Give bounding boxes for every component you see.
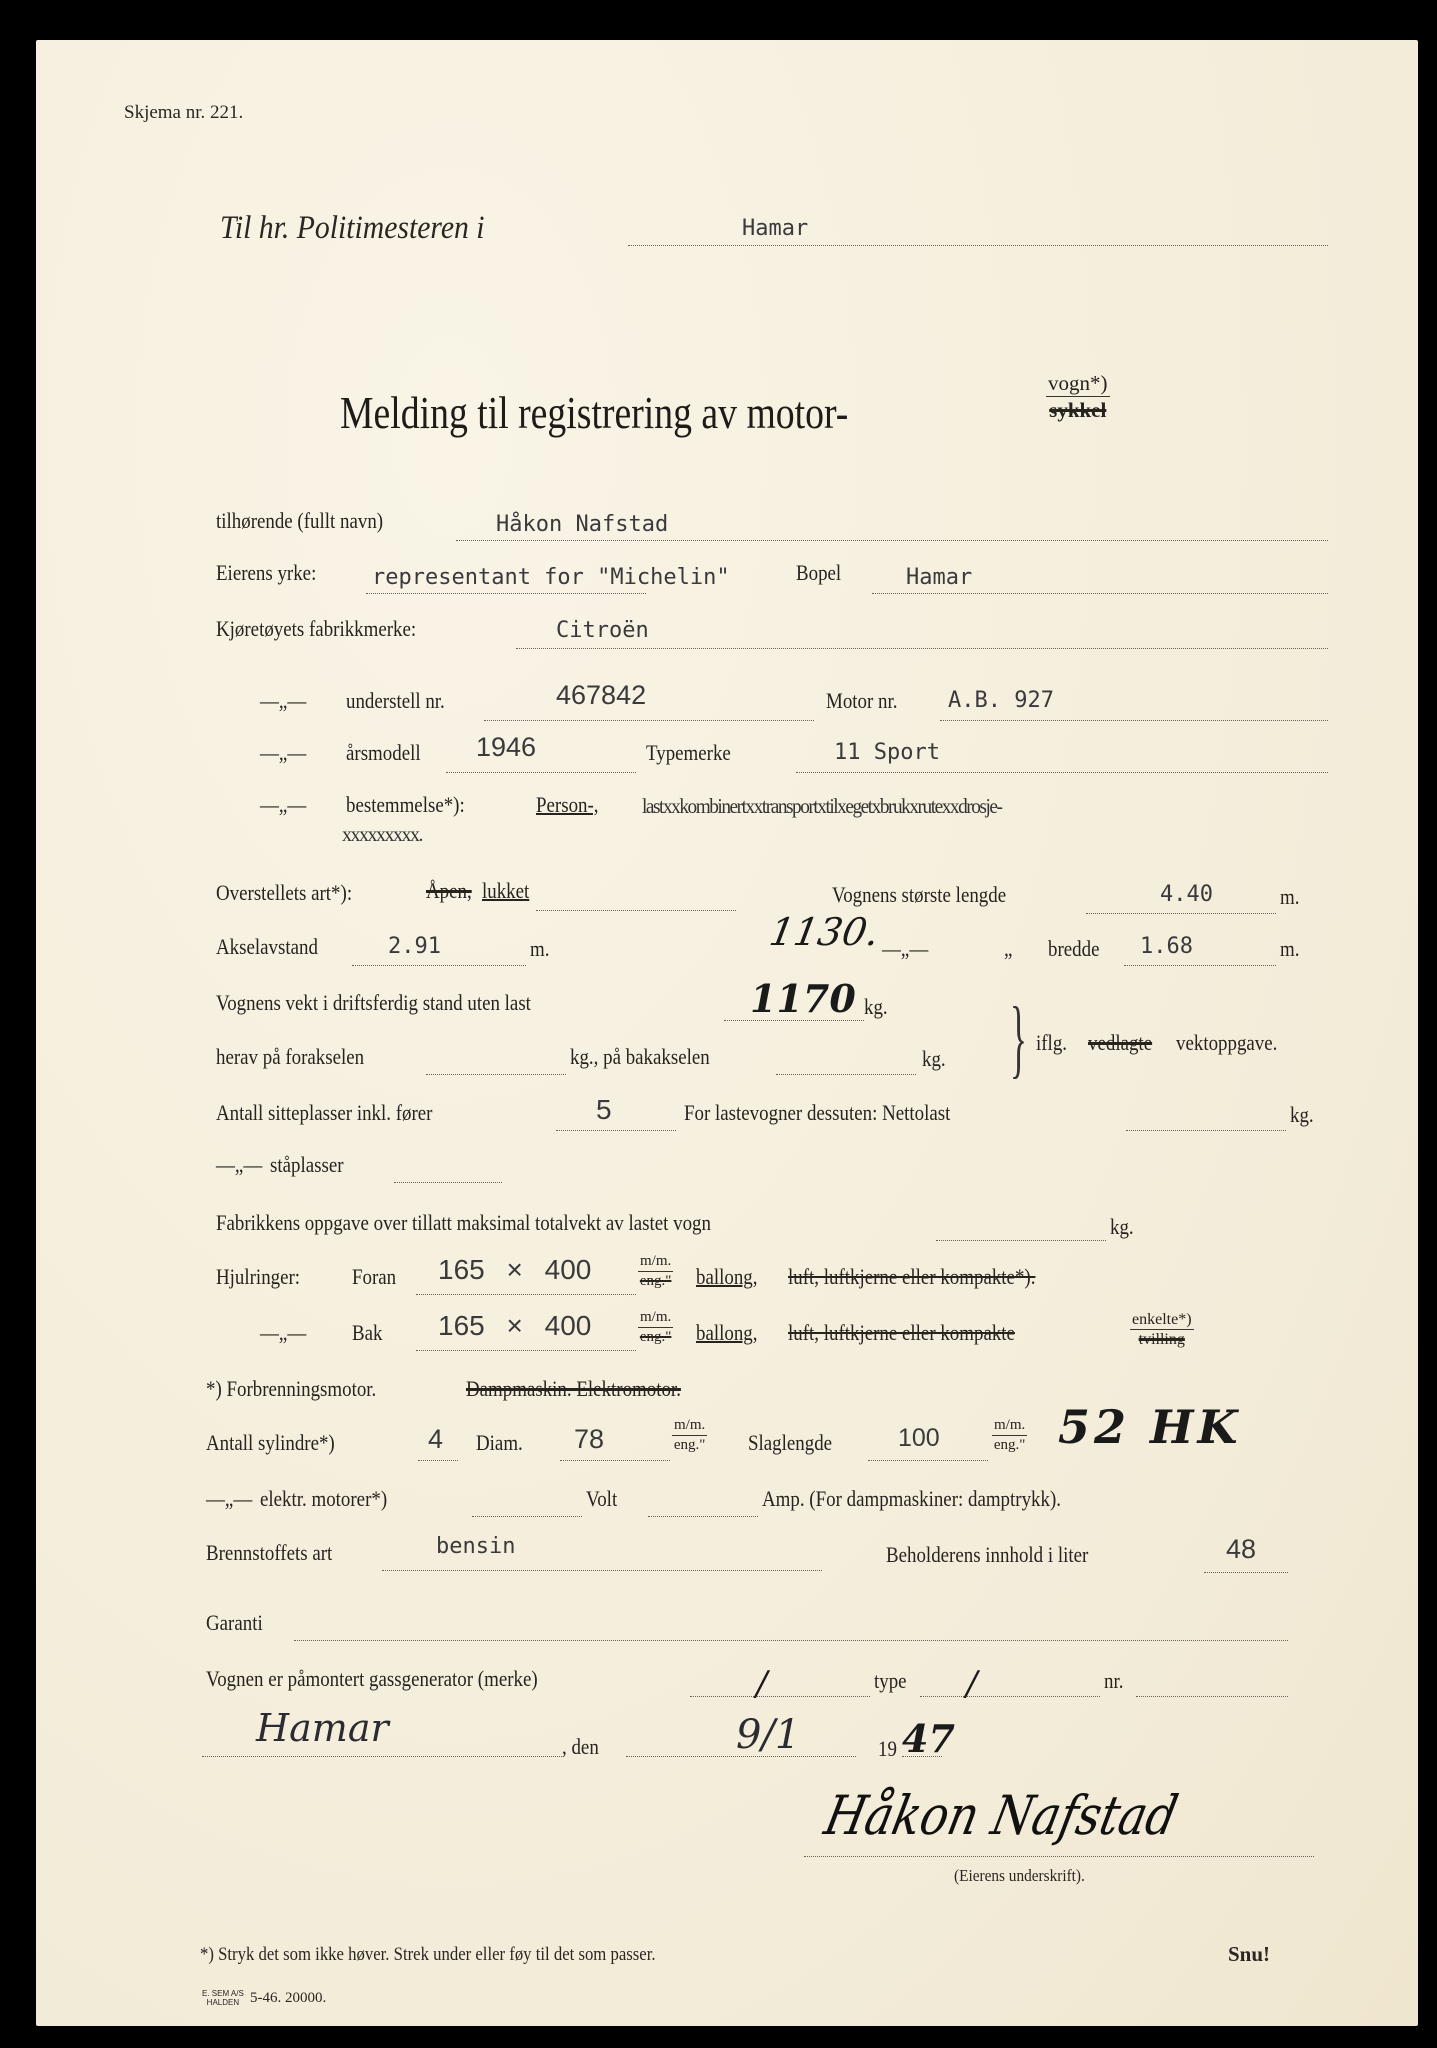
width-line xyxy=(1124,965,1276,966)
rear-config-enkelte: enkelte*) xyxy=(1132,1311,1192,1328)
gasgen-type-line xyxy=(920,1696,1100,1697)
tire-type-front-selected[interactable]: ballong, xyxy=(696,1264,758,1289)
tires-rear-field[interactable]: 165 × 400 xyxy=(438,1310,592,1341)
tires-front-unit xyxy=(638,1254,673,1289)
weight-source-struck: vedlagte xyxy=(1088,1030,1153,1055)
model-year-field[interactable]: 1946 xyxy=(476,732,537,762)
amp-label: Amp. (For dampmaskiner: damptrykk). xyxy=(762,1486,1061,1511)
tires-rear-ditto: —„— xyxy=(260,1320,307,1345)
signature-caption: (Eierens underskrift). xyxy=(954,1866,1085,1885)
wheelbase-unit: m. xyxy=(530,936,550,961)
date-field[interactable]: 9/1 xyxy=(736,1712,801,1758)
type-label: Typemerke xyxy=(646,740,731,765)
front-axle-label: herav på forakselen xyxy=(216,1044,365,1069)
gasgen-field[interactable]: / xyxy=(756,1664,768,1704)
wheelbase-line xyxy=(352,965,526,966)
cargo-label: For lastevogner dessuten: Nettolast xyxy=(684,1100,951,1125)
bore-unit xyxy=(672,1418,707,1453)
model-year-label: årsmodell xyxy=(346,740,421,765)
tire-type-front-struck: luft, luftkjerne eller kompakte*). xyxy=(788,1264,1036,1289)
max-weight-label: Fabrikkens oppgave over tillatt maksimal totalvekt av lastet vogn xyxy=(216,1210,711,1235)
model-ditto: —„— xyxy=(260,740,307,765)
year-prefix: 19 xyxy=(878,1736,897,1761)
fuel-field[interactable]: bensin xyxy=(436,1534,516,1559)
width-quote: „ xyxy=(1004,936,1013,961)
tires-front-field[interactable]: 165 × 400 xyxy=(438,1254,592,1285)
weight-field[interactable]: 1170 xyxy=(750,976,856,1021)
rear-axle-label: kg., på bakakselen xyxy=(570,1044,710,1069)
type-field[interactable]: 11 Sport xyxy=(834,740,940,765)
bore-label: Diam. xyxy=(476,1430,523,1455)
tire-type-rear-struck: luft, luftkjerne eller kompakte xyxy=(788,1320,1015,1345)
signature-field[interactable]: Håkon Nafstad xyxy=(819,1784,1183,1847)
cylinders-field[interactable]: 4 xyxy=(428,1424,444,1454)
cargo-line xyxy=(1126,1130,1286,1131)
tank-label: Beholderens innhold i liter xyxy=(886,1542,1089,1567)
weight-source-prefix: iflg. xyxy=(1036,1030,1068,1055)
print-info: 5-46. 20000. xyxy=(250,1990,327,2006)
cylinders-line xyxy=(418,1460,458,1461)
tires-label: Hjulringer: xyxy=(216,1264,301,1289)
body-label: Overstellets art*): xyxy=(216,880,353,905)
type-line xyxy=(796,772,1328,773)
wheelbase-label: Akselavstand xyxy=(216,934,318,959)
seats-line xyxy=(556,1130,676,1131)
rear-config-tvilling: tvilling xyxy=(1138,1331,1185,1348)
page-title: Melding til registrering av motor- xyxy=(340,387,849,438)
footnote: *) Stryk det som ikke høver. Strek under eller føy til det som passer. xyxy=(200,1944,656,1965)
brace: } xyxy=(1010,990,1027,1087)
tire-type-rear-selected[interactable]: ballong, xyxy=(696,1320,758,1345)
engine-line xyxy=(940,720,1328,721)
width-ditto: —„— xyxy=(882,936,929,961)
signature-line xyxy=(804,1856,1314,1857)
body-field[interactable]: lukket xyxy=(482,878,530,903)
weight-source-suffix: vektoppgave. xyxy=(1176,1030,1278,1055)
amp-line xyxy=(648,1516,758,1517)
title-option-sykkel: sykkel xyxy=(1049,398,1107,422)
unit-eng: eng." xyxy=(673,1437,706,1453)
engine-label: Motor nr. xyxy=(826,688,898,713)
tank-field[interactable]: 48 xyxy=(1226,1534,1257,1564)
residence-field[interactable]: Hamar xyxy=(906,565,973,590)
bore-line xyxy=(560,1460,670,1461)
tires-rear-label: Bak xyxy=(352,1320,383,1345)
chassis-ditto: —„— xyxy=(260,688,307,713)
cylinders-label: Antall sylindre*) xyxy=(206,1430,335,1455)
length-line xyxy=(1086,913,1276,914)
purpose-struck-line1: lastxxkombinertxxtransportxtilxegetxbrukxrutexxdrosje- xyxy=(642,794,1002,818)
standing-line xyxy=(394,1182,502,1183)
gasgen-nr-label: nr. xyxy=(1104,1668,1124,1693)
place-line xyxy=(202,1756,562,1757)
purpose-struck-line2: xxxxxxxxx. xyxy=(342,824,422,846)
fuel-label: Brennstoffets art xyxy=(206,1540,333,1565)
seats-label: Antall sitteplasser inkl. fører xyxy=(216,1100,433,1125)
body-line xyxy=(536,910,736,911)
make-field[interactable]: Citroën xyxy=(556,618,649,643)
engine-field[interactable]: A.B. 927 xyxy=(948,688,1054,713)
addressee-value[interactable]: Hamar xyxy=(742,216,809,241)
owner-line xyxy=(456,540,1328,541)
front-axle-line xyxy=(426,1074,566,1075)
rear-axle-line xyxy=(776,1074,916,1075)
unit-eng: eng." xyxy=(993,1437,1026,1453)
tires-rear-unit xyxy=(638,1310,673,1345)
electric-label: elektr. motorer*) xyxy=(260,1486,388,1511)
power-handwritten: 52 HK xyxy=(1058,1400,1242,1454)
purpose-selected[interactable]: Person-, xyxy=(536,792,599,817)
chassis-label: understell nr. xyxy=(346,688,445,713)
occupation-field[interactable]: representant for "Michelin" xyxy=(372,565,730,590)
warranty-label: Garanti xyxy=(206,1610,263,1635)
stroke-label: Slaglengde xyxy=(748,1430,833,1455)
printer-line1: E. SEM A/S xyxy=(202,1989,244,1998)
max-weight-unit: kg. xyxy=(1110,1214,1134,1239)
engine-type-struck: Dampmaskin. Elektromotor. xyxy=(466,1376,681,1401)
rear-config xyxy=(1130,1312,1194,1347)
owner-field[interactable]: Håkon Nafstad xyxy=(496,512,669,537)
gasgen-line xyxy=(690,1696,870,1697)
gasgen-type-field[interactable]: / xyxy=(966,1664,978,1704)
warranty-line xyxy=(294,1640,1288,1641)
printer-name xyxy=(202,1989,244,2007)
unit-mm: m/m. xyxy=(638,1254,673,1272)
tank-line xyxy=(1204,1572,1288,1573)
wheelbase-field[interactable]: 2.91 xyxy=(388,934,441,959)
width-field[interactable]: 1.68 xyxy=(1140,934,1193,959)
stroke-field[interactable]: 100 xyxy=(898,1424,940,1452)
gasgen-type-label: type xyxy=(874,1668,907,1693)
tires-front-line xyxy=(416,1294,636,1295)
volt-line xyxy=(472,1516,582,1517)
make-label: Kjøretøyets fabrikkmerke: xyxy=(216,616,417,641)
chassis-line xyxy=(484,720,814,721)
weight-unit: kg. xyxy=(864,994,888,1019)
volt-label: Volt xyxy=(586,1486,618,1511)
handwritten-weight-note: 1130. xyxy=(766,910,883,954)
addressee-line xyxy=(628,245,1328,246)
purpose-label: bestemmelse*): xyxy=(346,792,465,817)
bore-field[interactable]: 78 xyxy=(574,1424,605,1454)
width-unit: m. xyxy=(1280,936,1300,961)
body-struck: Åpen, xyxy=(426,878,472,903)
tires-front-label: Foran xyxy=(352,1264,397,1289)
turn-over-label: Snu! xyxy=(1228,1942,1271,1966)
make-line xyxy=(516,648,1328,649)
unit-mm: m/m. xyxy=(638,1310,673,1328)
residence-line xyxy=(872,593,1328,594)
unit-mm: m/m. xyxy=(672,1418,707,1436)
model-year-line xyxy=(446,772,636,773)
occupation-label: Eierens yrke: xyxy=(216,560,317,585)
year-field[interactable]: 47 xyxy=(902,1716,955,1761)
seats-field[interactable]: 5 xyxy=(596,1094,612,1125)
length-unit: m. xyxy=(1280,884,1300,909)
stroke-unit xyxy=(992,1418,1027,1453)
form-number: Skjema nr. 221. xyxy=(124,102,244,123)
stroke-line xyxy=(868,1460,988,1461)
electric-ditto: —„— xyxy=(206,1486,253,1511)
width-label: bredde xyxy=(1048,936,1100,961)
occupation-line xyxy=(366,593,646,594)
addressee-label: Til hr. Politimesteren i xyxy=(220,210,485,246)
max-weight-line xyxy=(936,1240,1106,1241)
gasgen-nr-line xyxy=(1136,1696,1288,1697)
gasgen-label: Vognen er påmontert gassgenerator (merke) xyxy=(206,1666,538,1691)
fuel-line xyxy=(382,1570,822,1571)
title-vehicle-option xyxy=(1046,372,1110,421)
unit-mm: m/m. xyxy=(992,1418,1027,1436)
owner-label: tilhørende (fullt navn) xyxy=(216,508,384,533)
tires-rear-line xyxy=(416,1350,636,1351)
weight-label: Vognens vekt i driftsferdig stand uten last xyxy=(216,990,531,1015)
den-label: , den xyxy=(562,1734,599,1759)
title-option-vogn: vogn*) xyxy=(1048,371,1108,395)
length-field[interactable]: 4.40 xyxy=(1160,882,1213,907)
place-field[interactable]: Hamar xyxy=(256,1706,389,1750)
standing-label: ståplasser xyxy=(270,1152,344,1177)
printer-line2: HALDEN xyxy=(206,1998,240,2007)
engine-type-prefix: *) Forbrenningsmotor. xyxy=(206,1376,377,1401)
unit-eng-struck: eng." xyxy=(639,1273,672,1289)
unit-eng-struck: eng." xyxy=(639,1329,672,1345)
form-page xyxy=(36,40,1418,2026)
purpose-ditto: —„— xyxy=(260,792,307,817)
length-label: Vognens største lengde xyxy=(832,882,1007,907)
residence-label: Bopel xyxy=(796,560,842,585)
cargo-unit: kg. xyxy=(1290,1102,1314,1127)
standing-ditto: —„— xyxy=(216,1152,263,1177)
rear-axle-unit: kg. xyxy=(922,1046,946,1071)
chassis-field[interactable]: 467842 xyxy=(556,680,647,710)
